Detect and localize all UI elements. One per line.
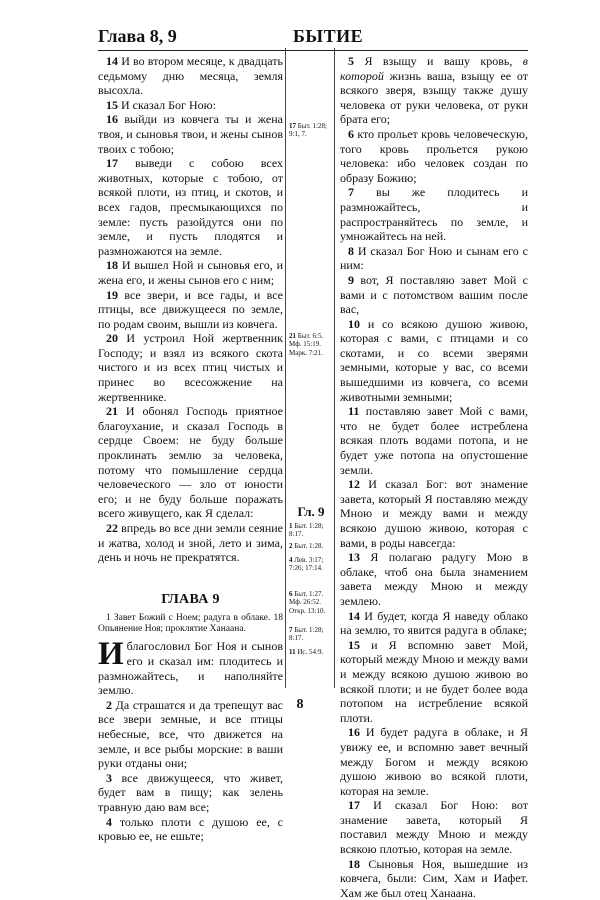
verse: [98, 98, 283, 113]
verse-number: 2: [106, 697, 112, 712]
verse-number: 15: [106, 97, 118, 112]
verse-text: только плоти с душою ее, с кровью ее, не ешьте;: [98, 814, 283, 844]
verse: [340, 725, 528, 798]
verse: [98, 112, 283, 156]
verse-text: И сказал Бог Ною: вот знамение завета, который Я поставил между Мною и между всякою плотью, которая на земле.: [340, 798, 529, 857]
verse-number: 5: [348, 54, 354, 68]
verse-text: все звери, и все гады, и все птицы, все движущееся по земле, по родам своим, вышли из ковчега.: [98, 287, 284, 331]
cross-reference-gutter: [284, 48, 336, 688]
verse-text: поставляю завет Мой с вами, что не будет более истреблена всякая плоть водами потопа, и не будет уже потопа на опустошение земли.: [340, 404, 528, 477]
verse-number: 22: [106, 521, 118, 535]
page-number: 8: [296, 697, 304, 712]
verse-text-end: жизнь ваша, взыщу ее от всякого зверя, взыщу также душу человека от руки человека, от руки брата его;: [340, 68, 528, 127]
verse: [98, 331, 283, 404]
cross-reference: 2 Быт. 1:28.: [289, 542, 324, 550]
drop-cap: И: [98, 636, 124, 673]
verse: [98, 636, 283, 698]
verse-number: 16: [106, 112, 118, 127]
verse-text: Я полагаю радугу Мою в облаке, чтоб она была знамением завета между Мною и между землею.: [340, 550, 529, 608]
verse-text: впредь во все дни земли сеяние и жатва, холод и зной, лето и зима, день и ночь не прекратятся.: [98, 521, 284, 565]
verse-text: благословил Бог Ноя и сынов его и сказал им: плодитесь и размножайтесь, и наполняйте землю.: [98, 639, 283, 698]
running-header: [98, 24, 528, 51]
verse-text: кто прольет кровь человеческую, того кровь прольется рукою человека: ибо человек создан по образу Божию;: [340, 126, 529, 185]
verse-text: И сказал Бог: вот знамение завета, который Я поставляю между Мною и между вами и между всякою душою живою, которая с вами, в роды навсегда:: [340, 477, 528, 550]
verse-text: вот, Я поставляю завет Мой с вами и с потомством вашим после вас,: [340, 272, 528, 317]
verse: [340, 404, 528, 477]
verse-number: 18: [106, 258, 118, 273]
verse: [98, 54, 283, 98]
verse: [340, 127, 528, 185]
verse-text: Да страшатся и да трепещут вас все звери земные, и все птицы небесные, все, что движется на земле, и все рыбы морские: в ваши руки отданы они;: [98, 697, 284, 771]
verse: [340, 798, 528, 856]
chapter-marker: Гл. 9: [297, 504, 325, 519]
verse-number: 11: [348, 404, 360, 419]
chapter-heading: ГЛАВА 9: [161, 591, 220, 607]
verse-text: И во втором месяце, к двадцать седьмому дню месяца, земля высохла.: [98, 54, 283, 98]
verse-text: И устроил Ной жертвенник Господу; и взял из всякого скота чистого и из всех птиц чистых и принес во всесожжение на жертвеннике.: [98, 331, 283, 404]
verse-number: 21: [106, 404, 118, 419]
verse-text: Сыновья Ноя, вышедшие из ковчега, были: Сим, Хам и Иафет. Хам же был отец Ханаана.: [340, 856, 528, 900]
verse: [340, 54, 528, 127]
verse-number: 13: [348, 550, 360, 565]
verse-number: 10: [348, 316, 360, 331]
verse: [98, 258, 283, 287]
chapter-summary: 1 Завет Божий с Ноем; радуга в облаке. 18 Опьянение Ноя; проклятие Ханаана.: [98, 613, 283, 635]
verse: [98, 815, 283, 844]
left-column: [98, 54, 283, 844]
verse: [340, 477, 528, 550]
verse: [98, 771, 283, 815]
verse-text: И сказал Бог Ною:: [121, 97, 216, 112]
cross-reference: 1 Быт. 1:28; 8:17.: [289, 522, 324, 539]
verse: [98, 156, 283, 258]
cross-reference: 21 Быт. 6:5. Мф. 15:19. Марк. 7:21.: [289, 332, 324, 357]
verse: [340, 609, 528, 638]
verse-text-start: Я взыщу и вашу кровь,: [364, 54, 523, 68]
verse-number: 7: [348, 185, 354, 200]
verse-italic: в которой: [340, 54, 528, 83]
verse: [340, 317, 528, 405]
verse-number: 19: [106, 287, 118, 302]
verse-number: 17: [106, 156, 118, 171]
verse-number: 12: [348, 477, 360, 492]
verse-number: 15: [348, 637, 360, 652]
cross-reference: 17 Быт. 1:28; 9:1, 7.: [289, 122, 327, 139]
cross-reference: 7 Быт. 1:28; 8:17.: [289, 626, 324, 643]
verse: [340, 244, 528, 273]
verse-text: и Я вспомню завет Мой, который между Мною и между вами и между всякою душою живою во всякой плоти; и не будет более вода потопом на истребление всякой плоти.: [340, 637, 529, 725]
verse-text: И будет, когда Я наведу облако на землю, то явится радуга в облаке;: [340, 608, 529, 638]
verse-text: И вышел Ной и сыновья его, и жена его, и жены сынов его с ним;: [98, 258, 283, 287]
book-title: БЫТИЕ: [293, 26, 364, 46]
verse-number: 18: [348, 856, 360, 871]
verse-text: все движущееся, что живет, будет вам в пищу; как зелень травную даю вам все;: [98, 770, 284, 814]
verse-text: И сказал Бог Ною и сынам его с ним:: [340, 243, 528, 273]
verse: [98, 521, 283, 565]
verse-number: 6: [348, 126, 354, 141]
verse-number: 4: [106, 814, 112, 829]
cross-reference: 11 Ис. 54:9.: [289, 648, 324, 656]
verse-number: 9: [348, 272, 354, 287]
verse: [340, 550, 528, 608]
cross-reference: 4 Лев. 3:17; 7:26; 17:14.: [289, 556, 324, 573]
verse-number: 20: [106, 331, 118, 346]
verse-number: 3: [106, 770, 112, 785]
cross-reference: 6 Быт. 1:27. Мф. 26:52. Откр. 13:10.: [289, 590, 326, 615]
right-column: [340, 54, 528, 900]
verse: [98, 404, 283, 521]
verse-text: выйди из ковчега ты и жена твоя, и сыновья твои, и жены сынов твоих с тобою;: [98, 112, 283, 156]
verse-text: и со всякою душою живою, которая с вами, с птицами и со скотами, и со всеми зверями земными, которые у вас, со всеми вышедшими из ковчега, со всеми животными земными;: [340, 316, 528, 404]
verse-text: вы же плодитесь и размножайтесь, и распространяйтесь по земле, и умножайтесь на ней.: [340, 185, 528, 244]
verse: [340, 273, 528, 317]
verse: [340, 857, 528, 900]
verse-number: 16: [348, 725, 360, 740]
verse-number: 17: [348, 798, 360, 813]
verse-text: И обонял Господь приятное благоухание, и сказал Господь в сердце Своем: не буду больше проклинать землю за человека, потому что помышление сердца человеческого — зло от юности его; и не буду больше поражать всего живущего, как Я сделал:: [98, 404, 283, 521]
verse-number: 14: [348, 608, 360, 623]
verse-text: выведи с собою всех животных, которые с тобою, от всякой плоти, из птиц, и скотов, и всех гадов, пресмыкающихся по земле: пусть разойдутся они по земле, и пусть плодятся и размножаются на земле.: [98, 156, 284, 258]
verse: [340, 185, 528, 243]
verse-text: И будет радуга в облаке, и Я увижу ее, и вспомню завет вечный между Богом и между всякою душою живою во всякой плоти, которая на земле.: [340, 725, 528, 798]
verse: [98, 288, 283, 332]
chapter-reference: Глава 8, 9: [98, 26, 177, 46]
verse-number: 8: [348, 243, 354, 258]
verse-number: 14: [106, 54, 118, 68]
